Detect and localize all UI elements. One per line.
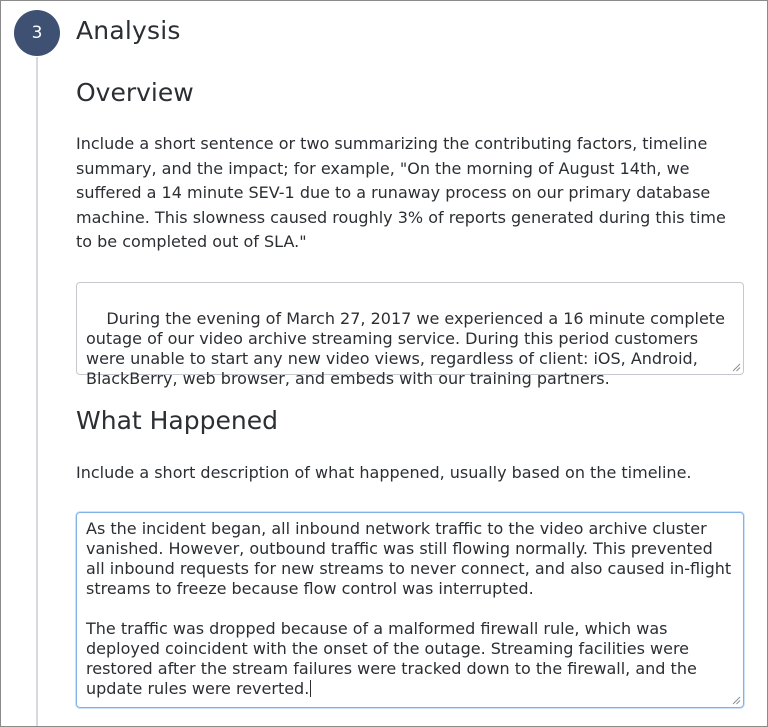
what-happened-textarea[interactable] bbox=[76, 512, 744, 708]
step-title: Analysis bbox=[76, 16, 181, 45]
step-number-badge: 3 bbox=[14, 10, 60, 56]
overview-description: Include a short sentence or two summarizing the contributing factors, timeline summary, and the impact; for example, "On the morning of August 14th, we suffered a 14 minute SEV-1 due to a runaway process on our primary database machine. This slowness caused roughly 3% of reports generated during this time to be completed out of SLA." bbox=[76, 134, 726, 251]
resize-grip-icon[interactable] bbox=[731, 362, 741, 372]
what-happened-textarea-value: As the incident began, all inbound network traffic to the video archive cluster vanished. However, outbound traffic was still flowing normally. This prevented all inbound requests for new streams to never connect, and also caused in-flight streams to freeze because flow control was interrupted. The traffic was dropped because of a malformed firewall rule, which was deployed coincident with the onset of the outage. Streaming facilities were restored after the stream failures were tracked down to the firewall, and the update rules were reverted. bbox=[86, 519, 732, 698]
overview-textarea[interactable] bbox=[76, 282, 744, 388]
overview-heading: Overview bbox=[76, 78, 194, 107]
what-happened-heading: What Happened bbox=[76, 406, 278, 435]
resize-grip-icon[interactable] bbox=[731, 695, 741, 705]
step-timeline-line bbox=[36, 57, 38, 727]
what-happened-description: Include a short description of what happened, usually based on the timeline. bbox=[76, 463, 692, 482]
text-caret bbox=[310, 680, 311, 697]
overview-textarea-value: During the evening of March 27, 2017 we experienced a 16 minute complete outage of our video archive streaming service. During this period customers were unable to start any new video views, regardless of client: iOS, Android, BlackBerry, web browser, and embeds with our training partners. bbox=[86, 309, 730, 388]
